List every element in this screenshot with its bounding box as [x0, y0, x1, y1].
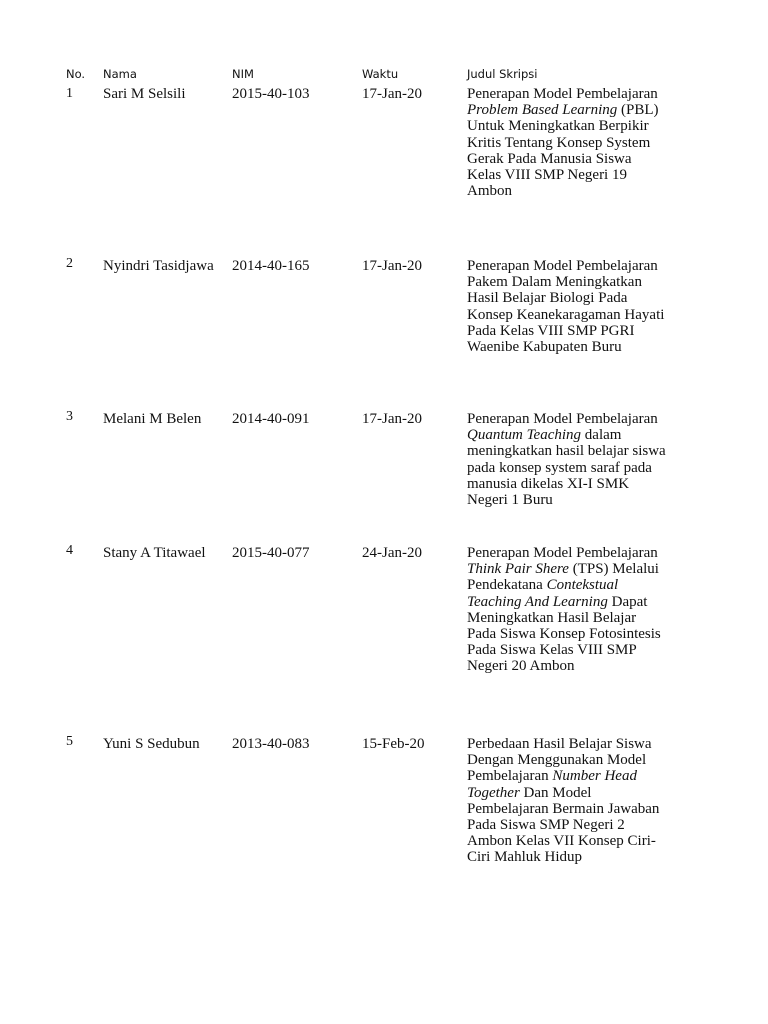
italic-term: Think Pair Shere — [467, 561, 569, 578]
student-name: Stany A Titawael — [103, 545, 206, 561]
schedule-date: 17-Jan-20 — [362, 411, 422, 427]
schedule-date: 24-Jan-20 — [362, 545, 422, 561]
row-number: 3 — [66, 409, 73, 424]
italic-term: Quantum Teaching — [467, 427, 582, 444]
thesis-title: Perbedaan Hasil Belajar Siswa Dengan Menggunakan Model Pembelajaran Number Head Together Dan Model Pembelajaran Bermain Jawaban Pada Siswa SMP Negeri 2 Ambon Kelas VII Konsep Ciri-Ciri Mahluk Hidup — [467, 736, 660, 866]
italic-term: Problem Based Learning — [467, 102, 618, 119]
thesis-title: Penerapan Model Pembelajaran Think Pair Shere (TPS) Melalui Pendekatana Contekstual Teaching And Learning Dapat Meningkatkan Hasil Belajar Pada Siswa Konsep Fotosintesis Pada Siswa Kelas VIII SMP Negeri 20 Ambon — [467, 545, 661, 675]
student-name: Yuni S Sedubun — [103, 736, 200, 752]
schedule-date: 17-Jan-20 — [362, 86, 422, 102]
student-name: Sari M Selsili — [103, 86, 186, 102]
italic-term: Number Head Together — [467, 768, 637, 801]
table-header — [0, 66, 768, 84]
row-number: 5 — [66, 734, 73, 749]
header-nim: NIM — [232, 67, 254, 81]
schedule-date: 15-Feb-20 — [362, 736, 425, 752]
student-name: Melani M Belen — [103, 411, 202, 427]
header-no: No. — [66, 67, 86, 81]
row-number: 1 — [66, 86, 73, 101]
header-waktu: Waktu — [362, 67, 399, 81]
row-number: 4 — [66, 543, 73, 558]
header-nama: Nama — [103, 67, 137, 81]
thesis-title: Penerapan Model Pembelajaran Pakem Dalam Meningkatkan Hasil Belajar Biologi Pada Konsep Keanekaragaman Hayati Pada Kelas VIII SMP PGRI Waenibe Kabupaten Buru — [467, 258, 665, 356]
student-nim: 2015-40-103 — [232, 86, 310, 102]
row-number: 2 — [66, 256, 73, 271]
thesis-title: Penerapan Model Pembelajaran Quantum Teaching dalam meningkatkan hasil belajar siswa pada konsep system saraf pada manusia dikelas XI-I SMK Negeri 1 Buru — [467, 411, 666, 509]
header-judul-skripsi: Judul Skripsi — [467, 67, 538, 81]
schedule-date: 17-Jan-20 — [362, 258, 422, 274]
thesis-title: Penerapan Model Pembelajaran Problem Based Learning (PBL) Untuk Meningkatkan Berpikir Kritis Tentang Konsep System Gerak Pada Manusia Siswa Kelas VIII SMP Negeri 19 Ambon — [467, 86, 659, 200]
student-nim: 2013-40-083 — [232, 736, 310, 752]
student-name: Nyindri Tasidjawa — [103, 258, 214, 274]
student-nim: 2014-40-165 — [232, 258, 310, 274]
italic-term: Contekstual Teaching And Learning — [467, 577, 619, 610]
student-nim: 2015-40-077 — [232, 545, 310, 561]
student-nim: 2014-40-091 — [232, 411, 310, 427]
